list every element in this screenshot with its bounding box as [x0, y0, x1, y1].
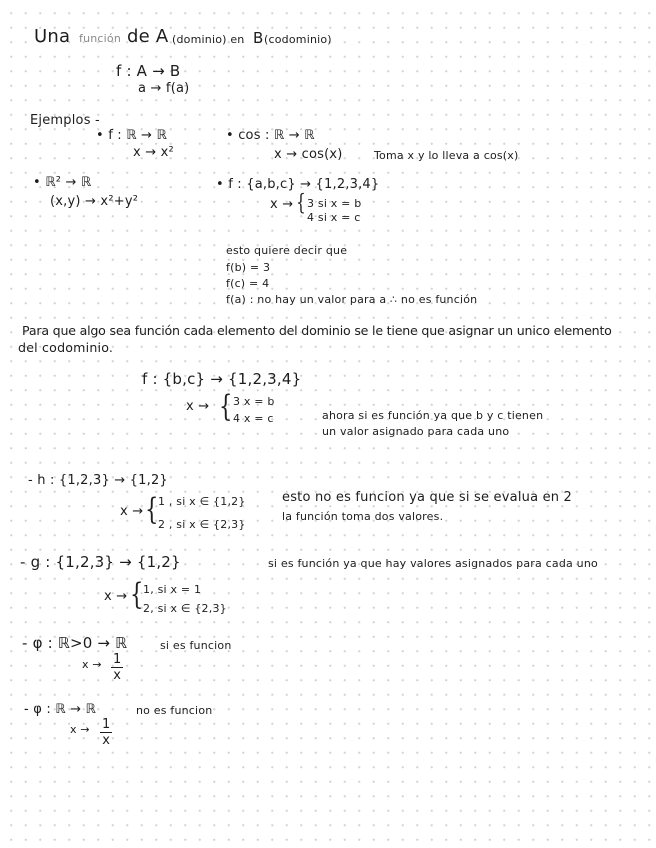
title-funcion: función [79, 32, 122, 45]
phi2-fraction [100, 718, 112, 747]
h-arrow: x → [120, 504, 144, 519]
expl-line1: esto quiere decir que [226, 244, 348, 257]
title-b: B [253, 29, 264, 47]
ex4-case2: 4 si x = c [307, 211, 361, 224]
h-note1: esto no es funcion ya que si se evalua en 2 [282, 490, 573, 505]
ex5-case2: 4 x = c [233, 412, 274, 425]
ex5-case1: 3 x = b [233, 395, 275, 408]
g-case1: 1, si x = 1 [143, 583, 202, 596]
phi1-fraction [111, 653, 123, 682]
g-note: si es función ya que hay valores asignados para cada uno [268, 557, 598, 570]
ex2-line1: • cos : ℝ → ℝ [226, 128, 315, 143]
g-line1: - g : {1,2,3} → {1,2} [20, 553, 181, 571]
ex1-line1: • f : ℝ → ℝ [96, 128, 167, 143]
ex4-brace: { [296, 191, 306, 216]
ex5-note1: ahora si es función ya que b y c tienen [322, 409, 544, 422]
rule-line2: del codominio. [18, 340, 114, 355]
h-case1: 1 , si x ∈ {1,2} [158, 495, 246, 508]
title-codominio: (codominio) [264, 33, 332, 46]
ex5-line1: f : {b,c} → {1,2,3,4} [142, 370, 302, 388]
h-brace: { [145, 492, 159, 527]
phi1-numerator: 1 [113, 652, 122, 667]
phi1-line1: - φ : ℝ>0 → ℝ [22, 634, 128, 652]
phi2-line1: - φ : ℝ → ℝ [24, 702, 96, 717]
phi2-note: no es funcion [136, 704, 213, 717]
phi2-denominator: x [102, 733, 110, 748]
ex4-line1: • f : {a,b,c} → {1,2,3,4} [216, 177, 380, 192]
title-una: Una [34, 26, 71, 47]
expl-line2: f(b) = 3 [226, 261, 271, 274]
ex5-arrow: x → [186, 399, 210, 414]
h-case2: 2 , si x ∈ {2,3} [158, 518, 246, 531]
phi1-note: si es funcion [160, 639, 232, 652]
expl-line4: f(a) : no hay un valor para a ∴ no es función [226, 293, 478, 306]
g-case2: 2, si x ∈ {2,3} [143, 602, 227, 615]
phi2-numerator: 1 [102, 717, 111, 732]
rule-line1: Para que algo sea función cada elemento del dominio se le tiene que asignar un unico elemento [22, 323, 612, 338]
h-note2: la función toma dos valores. [282, 510, 444, 523]
ex1-line2: x → x² [133, 145, 174, 160]
title-de-a: de A [127, 26, 169, 47]
ex2-line2: x → cos(x) [274, 147, 343, 162]
expl-line3: f(c) = 4 [226, 277, 270, 290]
phi1-denominator: x [113, 668, 121, 683]
g-arrow: x → [104, 589, 128, 604]
def-line1: f : A → B [116, 62, 181, 80]
title-dominio: (dominio) en [172, 33, 245, 46]
g-brace: { [130, 577, 144, 612]
ex5-brace: { [219, 389, 233, 424]
ex4-arrow: x → [270, 197, 294, 212]
h-line1: - h : {1,2,3} → {1,2} [28, 473, 168, 488]
ex3-line1: • ℝ² → ℝ [33, 175, 92, 190]
ex3-line2: (x,y) → x²+y² [50, 194, 139, 209]
ex5-note2: un valor asignado para cada uno [322, 425, 510, 438]
ex4-case1: 3 si x = b [307, 197, 362, 210]
ejemplos-label: Ejemplos - [30, 113, 100, 128]
def-line2: a → f(a) [138, 81, 190, 96]
phi2-arrow: x → [70, 723, 90, 736]
phi1-arrow: x → [82, 658, 102, 671]
ex2-note: Toma x y lo lleva a cos(x) [374, 149, 519, 162]
